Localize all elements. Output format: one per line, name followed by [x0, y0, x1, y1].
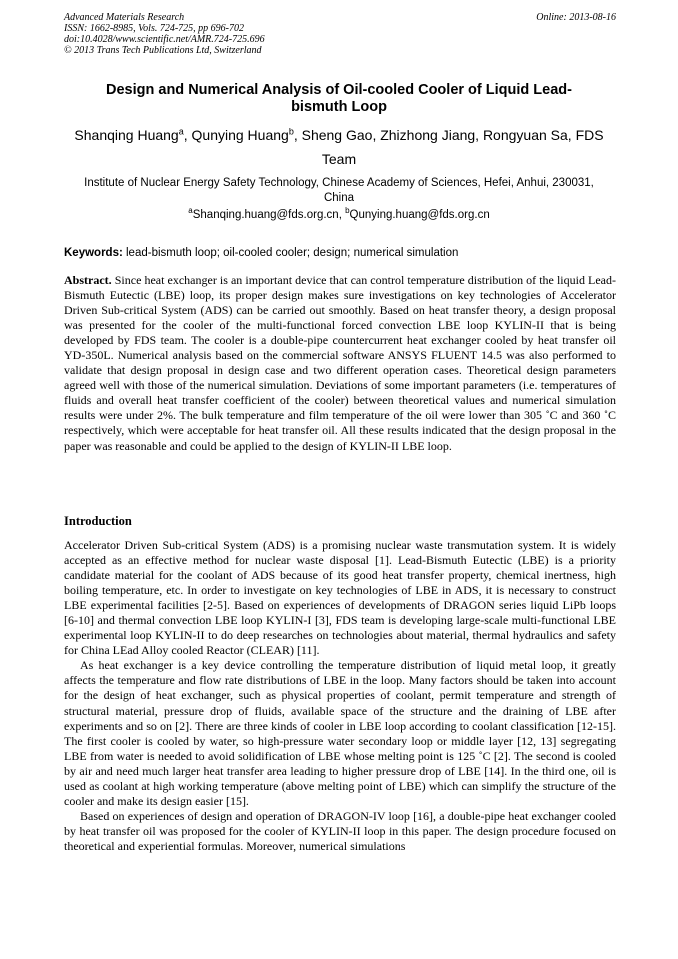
abstract-label: Abstract.	[64, 273, 112, 287]
author-list	[70, 123, 608, 171]
paper-title: Design and Numerical Analysis of Oil-cooled Cooler of Liquid Lead-bismuth Loop	[106, 82, 572, 115]
keywords-text: lead-bismuth loop; oil-cooled cooler; design; numerical simulation	[122, 247, 459, 259]
paragraph: Accelerator Driven Sub-critical System (ADS) is a promising nuclear waste transmutation system. It is widely accepted as an effective method for nuclear waste disposal [1]. Lead-Bismuth Eutectic (LBE) is a priority candidate material for the coolant of ADS because of its good heat transfer property, chemical inertness, high boiling temperature, etc. In order to investigate on key technologies of LBE in ADS, it is necessary to construct LBE experimental facilities [2-5]. Based on experiences of developments of DRAGON series liquid LiPb loops [6-10] and thermal convection LBE loop KYLIN-I [3], FDS team is developing large-scale multi-functional LBE experimental loop KYLIN-II to do deep researches on technologies about material, thermal hydraulics and safety for China LEad Alloy cooled Reactor (CLEAR) [11].	[64, 538, 616, 658]
introduction-body	[64, 538, 616, 854]
author-name: , Sheng Gao, Zhizhong Jiang, Rongyuan Sa, FDS Team	[293, 127, 604, 167]
email-line	[70, 208, 608, 223]
paragraph: Based on experiences of design and operation of DRAGON-IV loop [16], a double-pipe heat exchanger cooled by heat transfer oil was proposed for the cooler of KYLIN-II loop in this paper. The design procedure focused on theoretical and experiential formulas. Moreover, numerical simulations	[64, 808, 616, 853]
section-heading-introduction: Introduction	[64, 514, 132, 528]
issn-line: ISSN: 1662-8985, Vols. 724-725, pp 696-702	[64, 23, 244, 34]
email-superscript: b	[345, 206, 350, 216]
author-superscript: b	[288, 126, 294, 137]
email-separator: ,	[338, 209, 346, 221]
journal-header	[64, 12, 616, 56]
author-superscript: a	[178, 126, 184, 137]
author-name: Shanqing Huang	[74, 127, 179, 143]
author-name: , Qunying Huang	[183, 127, 289, 143]
keywords	[64, 246, 616, 261]
copyright-line: © 2013 Trans Tech Publications Ltd, Switzerland	[64, 45, 262, 56]
doi-line: doi:10.4028/www.scientific.net/AMR.724-725.696	[64, 34, 265, 45]
keywords-label: Keywords:	[64, 247, 123, 259]
paragraph: As heat exchanger is a key device controlling the temperature distribution of liquid metal loop, it greatly affects the temperature and flow rate distributions of LBE in the loop. Many factors should be taken into account for the design of heat exchanger, such as physical properties of coolant, permit temperature and strength of structural material, pressure drop of fluids, available space of the structure and the draining of LBE after experiments and so on [2]. There are three kinds of cooler in LBE loop according to coolant classification [12-15]. The first cooler is cooled by water, so high-pressure water secondary loop or middle layer [12, 13] segregating LBE from water is needed to avoid solidification of LBE whose melting point is 125 ˚C [2]. The second is cooled by air and need much larger heat transfer area leading to higher pressure drop of LBE [14]. In the third one, oil is used as coolant at high working temperature (above melting point of LBE) which can simplify the structure of the cooler and make its design easier [15].	[64, 658, 616, 808]
email-address: Qunying.huang@fds.org.cn	[349, 209, 490, 221]
abstract	[64, 273, 616, 454]
online-date: Online: 2013-08-16	[536, 12, 616, 23]
email-superscript: a	[188, 206, 193, 216]
affiliation: Institute of Nuclear Energy Safety Technology, Chinese Academy of Sciences, Hefei, Anhui, 230031, China	[84, 177, 594, 204]
abstract-text: Since heat exchanger is an important device that can control temperature distribution of the liquid Lead-Bismuth Eutectic (LBE) loop, its proper design makes sure investigations on key technologies of Accelerator Driven Sub-critical System (ADS) can be carried out smoothly. Based on heat transfer theory, a design proposal was presented for the cooler of the multi-functional forced convection LBE loop KYLIN-II that is being developed by FDS team. The cooler is a double-pipe countercurrent heat exchanger cooled by heat transfer oil YD-350L. Numerical analysis based on the commercial software ANSYS FLUENT 14.5 was also performed to validate that design proposal in design case and two different operation cases. Theoretical design parameters agreed well with those of the numerical simulation. Deviations of some important parameters (i.e. temperatures of fluids and overall heat transfer coefficient of the cooler) between theoretical values and numerical simulation results were under 2%. The bulk temperature and film temperature of the oil were lower than 305 ˚C and 360 ˚C respectively, which were acceptable for heat transfer oil. All these results indicated that the design proposal in the paper was reasonable and could be applied to the design of KYLIN-II LBE loop.	[64, 273, 616, 453]
journal-name: Advanced Materials Research	[64, 12, 185, 23]
email-address: Shanqing.huang@fds.org.cn	[192, 209, 339, 221]
